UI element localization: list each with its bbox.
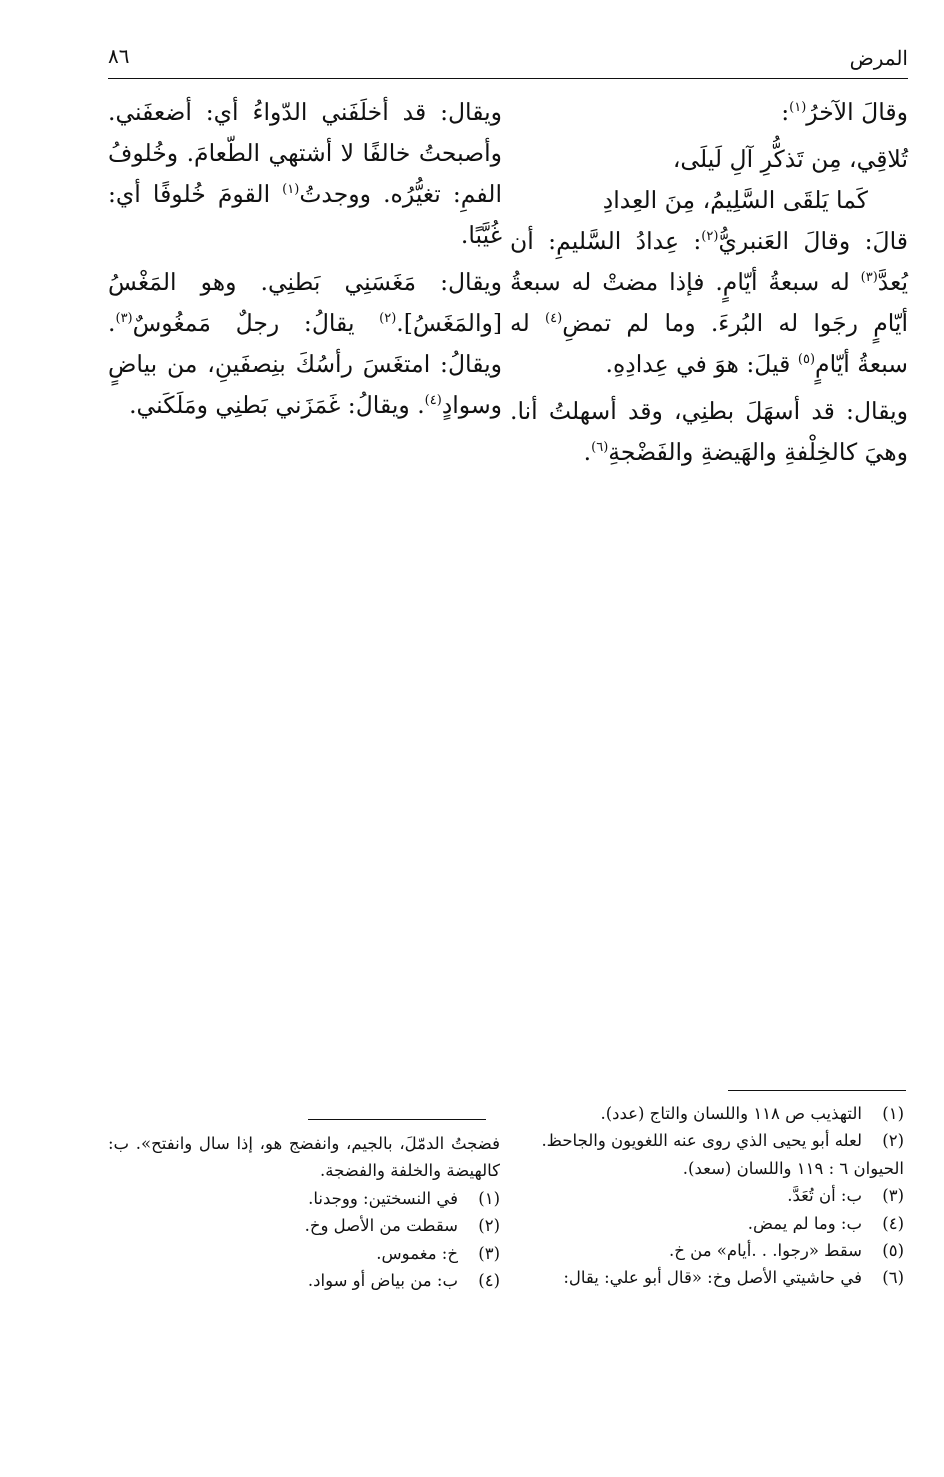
footnote: (١) التهذيب ص ١١٨ واللسان والتاج (عدد). bbox=[600, 1104, 904, 1123]
footnote: (٤) ب: من بياض أو سواد. bbox=[307, 1271, 500, 1291]
footnote-ref: (١) bbox=[282, 182, 300, 198]
footnote-ref: (٢) bbox=[701, 229, 719, 245]
footnote-ref: (١) bbox=[789, 100, 807, 116]
running-title: المرض bbox=[849, 46, 908, 70]
verse-line-1: تُلاقِي، مِن تَذكُّرِ آلِ لَيلَى، bbox=[672, 145, 908, 173]
footnote-rule bbox=[728, 1090, 906, 1091]
footnote-ref: (٣) bbox=[860, 270, 878, 286]
page-number: ٨٦ bbox=[108, 44, 130, 68]
footnotes-right bbox=[504, 1100, 904, 1292]
footnote: (٤) ب: وما لم يمض. bbox=[747, 1213, 904, 1233]
right-column bbox=[510, 92, 908, 479]
paragraph: ويقال: قد أخلَفَني الدّواءُ أي: أضعفَني. وأصبحتُ خالفًا لا أشتهي الطّعامَ. وخُلوفُ الفمِ: تغيُّرُه. ووجدتُ$^{(١)}$ القومَ خُلوفًا أي: غُيَّبًا. bbox=[108, 98, 502, 249]
footnote-ref: (٦) bbox=[591, 440, 609, 456]
footnote-ref: (٣) bbox=[115, 311, 133, 327]
footnote: (٢) لعله أبو يحيى الذي روى عنه اللغويون والجاحظ. bbox=[541, 1131, 904, 1151]
left-column bbox=[108, 92, 502, 432]
footnote-ref: (٤) bbox=[424, 393, 442, 409]
footnote: (٦) في حاشيتي الأصل وخ: «قال أبو علي: يقال: bbox=[563, 1268, 904, 1288]
footnote-ref: (٢) bbox=[379, 311, 397, 327]
footnote: (٢) سقطت من الأصل وخ. bbox=[304, 1216, 500, 1236]
paragraph: قالَ: وقالَ العَنبريُّ$^{(٢)}$: عِدادُ السَّليمِ: أن يُعدَّ$^{(٣)}$ له سبعةُ أيّامٍ. فإذا مضتْ له سبعةُ أيّامٍ رجَوا له البُرءَ. وما لم تمضِ$^{(٤)}$ له سبعةُ أيّامٍ$^{(٥)}$ قيلَ: هوَ في عِدادِهِ. bbox=[510, 227, 909, 378]
verse-line-2: كَما يَلقَى السَّلِيمُ، مِنَ العِدادِ bbox=[602, 186, 868, 214]
footnote-continuation: فضجتُ الدمّلَ، بالجيم، وانفضج هو، إذا سال وانفتح». ب: كالهيضة والخلفة والفضجة. bbox=[108, 1134, 500, 1181]
paragraph: ويقال: مَغَسَنِي بَطنِي. وهو المَغْسُ [والمَغَسُ].$^{(٢)}$ يقالُ: رجلٌ مَمغُوسٌ$^{(٣)}$. ويقالُ: امتغَسَ رأسُكَ بنِصفَينِ، من بياضٍ وسوادٍ$^{(٤)}$. ويقالُ: غَمَزَني بَطنِي ومَلَكَني. bbox=[108, 268, 502, 419]
footnote-ref: (٥) bbox=[797, 352, 816, 368]
footnotes-left bbox=[108, 1130, 500, 1294]
page-header bbox=[108, 38, 908, 78]
footnote-ref: (٤) bbox=[545, 311, 563, 327]
paragraph: وقالَ الآخرُ$^{(١)}$: bbox=[781, 98, 908, 126]
paragraph: ويقال: قد أسهَلَ بطنِي، وقد أسهلتُ أنا. وهيَ كالخِلْفةِ والهَيضةِ والفَضْجةِ$^{(٦)}$. bbox=[510, 397, 908, 466]
header-rule bbox=[108, 78, 908, 79]
footnote-rule bbox=[308, 1119, 486, 1120]
footnote: (٣) خ: مغموس. bbox=[376, 1243, 500, 1263]
footnote: (٣) ب: أن تُعَدَّ. bbox=[787, 1186, 904, 1206]
footnote: (١) في النسختين: ووجدنا. bbox=[308, 1188, 500, 1208]
footnote: (٥) سقط «رجوا. . .أيام» من خ. bbox=[669, 1241, 904, 1261]
footnote-continuation: الحيوان ٦ : ١١٩ واللسان (سعد). bbox=[682, 1158, 904, 1178]
